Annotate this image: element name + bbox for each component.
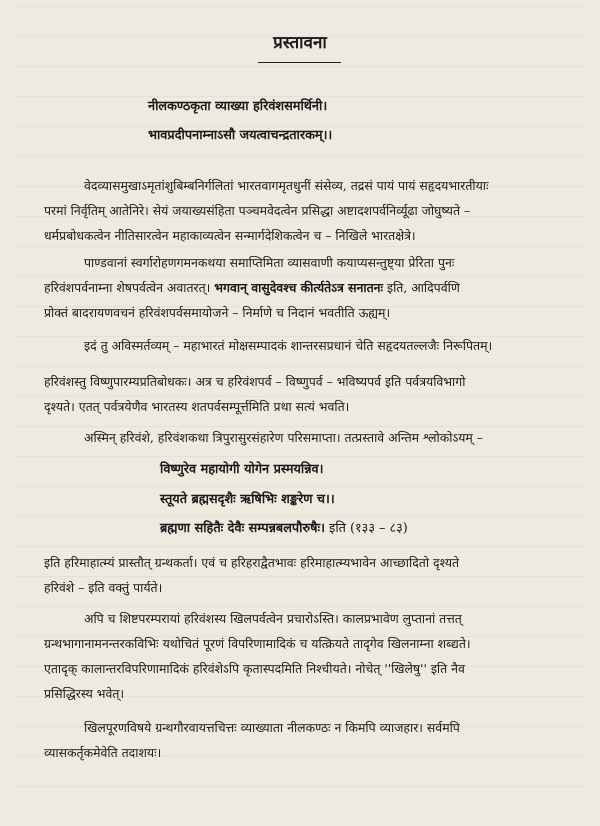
paragraph-line (44, 275, 574, 300)
paragraph-line: प्रसिद्धिरस्य भवेत्। (44, 686, 125, 701)
paragraph-line: परमां निर्वृतिम् आतेनिरे। सेयं जयाख्यसंहिता पञ्चमवेदत्वेन प्रसिद्धा अष्टादशपर्वनिर्व्यूढा जोघुष्यते – (44, 203, 471, 218)
paragraph-text: हरिवंशपर्वनाम्ना शेषपर्वत्वेन अवातरत्। (44, 280, 215, 295)
paragraph-line: वेदव्यासमुखाऽमृतांशुबिम्बनिर्गलितां भारतवागमृतधुनीं संसेव्य, तद्रसं पायं पायं सहृदयभारतीयाः (84, 178, 489, 193)
paragraph-line: प्रोक्तं बादरायणवचनं हरिवंशपर्वसमायोजने – निर्माणे च निदानं भवतीति ऊह्यम्। (44, 305, 391, 320)
paragraph-line: इति हरिमाहात्म्यं प्रास्तौत् ग्रन्थकर्ता। एवं च हरिहराद्वैतभावः हरिमाहात्म्यभावेन आच्छादितो दृश्यते (44, 555, 460, 570)
paragraph-8 (44, 715, 574, 765)
opening-verse-line-2: भावप्रदीपनाम्नाऽसौ जयत्वाचन्द्रतारकम्।। (148, 128, 333, 143)
paragraph-line: अपि च शिष्टपरम्परायां हरिवंशस्य खिलपर्वत्वेन प्रचारोऽस्ति। कालप्रभावेण लुप्तानां तत्तत् (84, 611, 462, 626)
paragraph-line: ग्रन्थभागानामनन्तरकविभिः यथोचितं पूरणं विपरिणामादिकं च यत्क्रियते तादृगेव खिलनाम्ना शब्द्यते। (44, 636, 471, 651)
paragraph-line: हरिवंशस्तु विष्णुपारम्यप्रतिबोधकः। अत्र च हरिवंशपर्व – विष्णुपर्व – भविष्यपर्व इति पर्वत्रयविभागो (44, 374, 466, 389)
opening-verse-line-1: नीलकण्ठकृता व्याख्या हरिवंशसमर्थिनी। (148, 99, 328, 114)
paragraph-6 (44, 550, 574, 600)
closing-verse-text: ब्रह्मणा सहितैः देवैः सम्पन्नबलपौरुषैः। (160, 521, 325, 536)
paragraph-3 (44, 333, 574, 358)
paragraph-1 (44, 173, 574, 248)
paragraph-line: धर्मप्रबोधकत्वेन नीतिसारत्वेन महाकाव्यत्वेन सन्मार्गदेशिकत्वेन च – निखिले भारतक्षेत्रे। (44, 228, 416, 243)
closing-verse-line-3 (160, 518, 408, 536)
verse-reference: इति (१३३ – ८३) (324, 521, 408, 536)
paragraph-line: व्यासकर्तृकमेवेति तदाशयः। (44, 745, 162, 760)
paragraph-line: अस्मिन् हरिवंशे, हरिवंशकथा त्रिपुरासुरसंहारेण परिसमाप्ता। तत्प्रस्तावे अन्तिम श्लोकोऽयम् – (84, 430, 483, 445)
paragraph-text: इति, आदिपर्वणि (383, 280, 460, 295)
closing-verse-line-2: स्तूयते ब्रह्मसदृशैः ऋषिभिः शङ्करेण च।। (160, 492, 335, 507)
paragraph-line: हरिवंशे – इति वक्तुं पार्यते। (44, 580, 163, 595)
closing-verse-line-1: विष्णुरेव महायोगी योगेन प्रस्मयन्निव। (160, 462, 324, 477)
paragraph-2 (44, 250, 574, 325)
paragraph-4 (44, 369, 574, 419)
paragraph-5 (44, 425, 574, 450)
paragraph-line: खिलपूरणविषये ग्रन्थगौरवायत्तचित्तः व्याख्याता नीलकण्ठः न किमपि व्याजहार। सर्वमपि (84, 720, 460, 735)
paragraph-line: इदं तु अविस्मर्तव्यम् – महाभारतं मोक्षसम्पादकं शान्तरसप्रधानं चेति सहृदयतल्लजैः निरूपितम्। (84, 338, 493, 353)
page-title: प्रस्तावना (273, 33, 327, 53)
quoted-verse: भगवान् वासुदेवश्च कीर्त्यतेऽत्र सनातनः (214, 280, 384, 295)
title-underline (258, 62, 341, 63)
paragraph-7 (44, 606, 574, 706)
paragraph-line: एतादृक् कालान्तरविपरिणामादिकं हरिवंशेऽपि कृतास्पदमिति निश्चीयते। नोचेत् ''खिलेषु'' इति नैव (44, 661, 465, 676)
paragraph-line: दृश्यते। एतत् पर्वत्रयेणैव भारतस्य शतपर्वसम्पूर्त्तमिति प्रथा सत्यं भवति। (44, 399, 350, 414)
paragraph-line: पाण्डवानां स्वर्गारोहणगमनकथया समाप्तिमिता व्यासवाणी कयाप्यसन्तुष्ट्या प्रेरिता पुनः (84, 255, 455, 270)
